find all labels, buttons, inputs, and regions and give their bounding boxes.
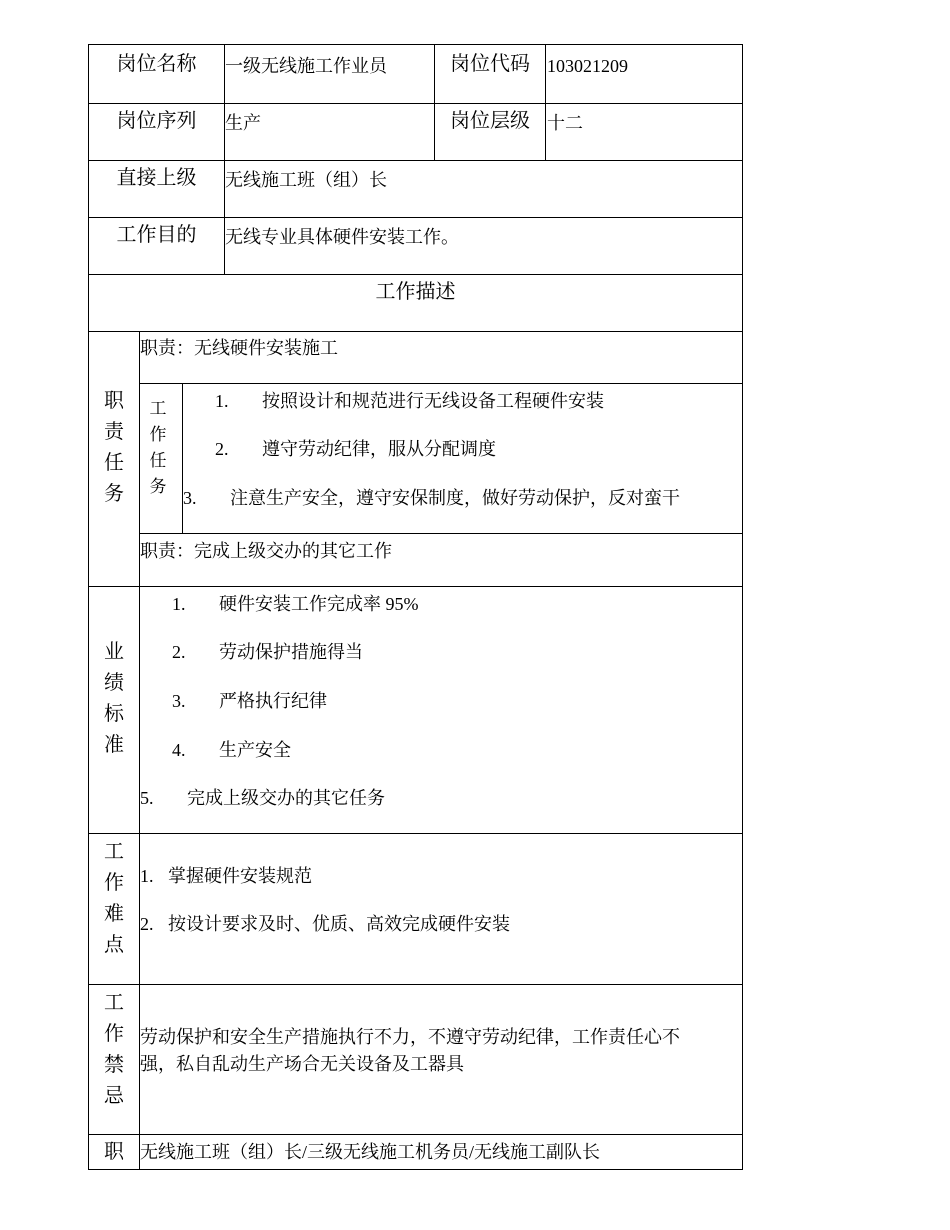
task-label: 工作任务 bbox=[149, 399, 167, 496]
perf-3-text: 严格执行纪律 bbox=[219, 691, 327, 711]
series-label: 岗位序列 bbox=[116, 110, 197, 132]
diff-1-text: 掌握硬件安装规范 bbox=[168, 866, 312, 886]
perf-2-text: 劳动保护措施得当 bbox=[219, 642, 363, 662]
row-divider bbox=[88, 160, 743, 161]
diff-2-text: 按设计要求及时、优质、高效完成硬件安装 bbox=[168, 914, 510, 934]
difficulty-label: 工作难点 bbox=[104, 841, 124, 956]
code-value: 103021209 bbox=[547, 56, 628, 76]
perf-4-text: 生产安全 bbox=[219, 740, 291, 760]
perf-5-text: 完成上级交办的其它任务 bbox=[187, 788, 385, 808]
row-divider bbox=[88, 331, 743, 332]
superior-label: 直接上级 bbox=[116, 167, 197, 189]
diff-1-num: 1. bbox=[140, 866, 154, 886]
level-label: 岗位层级 bbox=[450, 110, 530, 132]
prohibition-line-2: 强，私自乱动生产场合无关设备及工器具 bbox=[140, 1054, 464, 1074]
task-1-num: 1. bbox=[215, 391, 229, 411]
task-3-num: 3. bbox=[183, 488, 197, 508]
row-divider bbox=[88, 833, 743, 834]
task-1-text: 按照设计和规范进行无线设备工程硬件安装 bbox=[262, 391, 604, 411]
performance-label: 业绩标准 bbox=[104, 641, 124, 756]
career-label: 职 bbox=[104, 1141, 124, 1163]
series-value: 生产 bbox=[225, 113, 261, 133]
duty-2: 职责：完成上级交办的其它工作 bbox=[140, 541, 392, 561]
table-border bbox=[88, 44, 89, 1170]
perf-5-num: 5. bbox=[140, 788, 154, 808]
duty-section-label: 职责任务 bbox=[104, 390, 124, 505]
description-title: 工作描述 bbox=[375, 281, 456, 303]
diff-2-num: 2. bbox=[140, 914, 154, 934]
task-3-text: 注意生产安全，遵守安保制度，做好劳动保护，反对蛮干 bbox=[230, 488, 680, 508]
table-border bbox=[88, 1169, 743, 1170]
perf-3-num: 3. bbox=[172, 691, 186, 711]
row-divider bbox=[139, 383, 743, 384]
purpose-value: 无线专业具体硬件安装工作。 bbox=[225, 227, 459, 247]
career-value: 无线施工班（组）长/三级无线施工机务员/无线施工副队长 bbox=[140, 1142, 600, 1162]
col-divider bbox=[182, 383, 183, 534]
perf-2-num: 2. bbox=[172, 642, 186, 662]
perf-4-num: 4. bbox=[172, 740, 186, 760]
row-divider bbox=[88, 103, 743, 104]
duty-1: 职责：无线硬件安装施工 bbox=[140, 338, 338, 358]
code-label: 岗位代码 bbox=[450, 53, 530, 75]
row-divider bbox=[88, 984, 743, 985]
row-divider bbox=[88, 586, 743, 587]
name-value: 一级无线施工作业员 bbox=[225, 56, 387, 76]
prohibition-line-1: 劳动保护和安全生产措施执行不力，不遵守劳动纪律，工作责任心不 bbox=[140, 1027, 680, 1047]
purpose-label: 工作目的 bbox=[116, 224, 197, 246]
table-border bbox=[88, 44, 743, 45]
table-border bbox=[742, 44, 743, 1170]
perf-1-text: 硬件安装工作完成率 95% bbox=[219, 594, 419, 614]
superior-value: 无线施工班（组）长 bbox=[225, 170, 387, 190]
row-divider bbox=[88, 217, 743, 218]
row-divider bbox=[88, 274, 743, 275]
col-divider bbox=[545, 44, 546, 161]
row-divider bbox=[139, 533, 743, 534]
perf-1-num: 1. bbox=[172, 594, 186, 614]
prohibition-label: 工作禁忌 bbox=[104, 992, 124, 1107]
row-divider bbox=[88, 1134, 743, 1135]
task-2-text: 遵守劳动纪律，服从分配调度 bbox=[262, 439, 496, 459]
task-2-num: 2. bbox=[215, 439, 229, 459]
name-label: 岗位名称 bbox=[116, 53, 197, 75]
level-value: 十二 bbox=[547, 113, 583, 133]
